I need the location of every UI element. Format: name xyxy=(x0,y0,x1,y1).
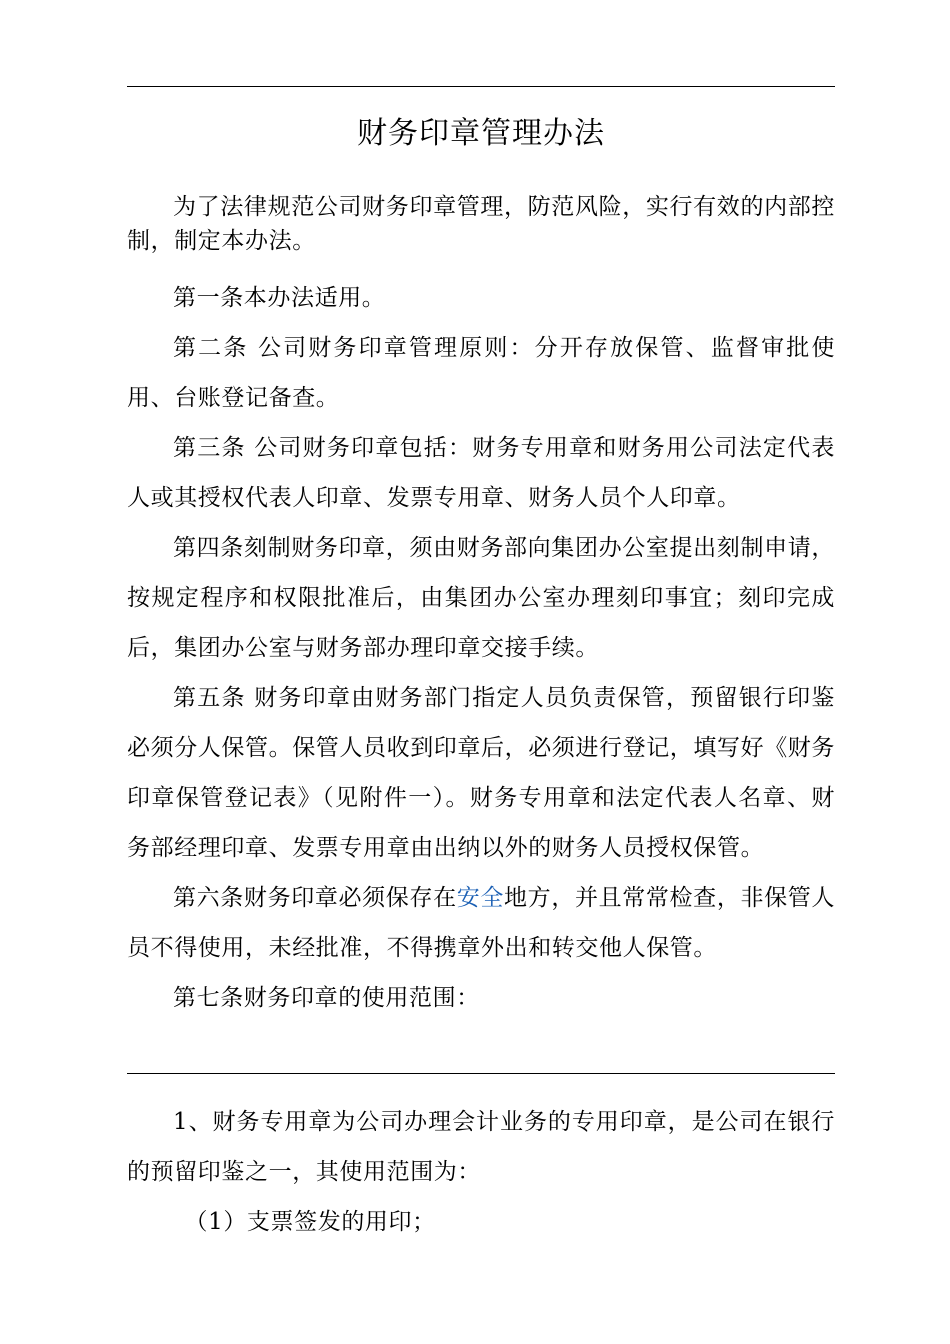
article-6-before: 第六条财务印章必须保存在 xyxy=(173,885,457,911)
item-1: 1、财务专用章为公司办理会计业务的专用印章，是公司在银行的预留印鉴之一，其使用范围为： xyxy=(127,1109,835,1185)
article-5: 第五条 财务印章由财务部门指定人员负责保管，预留银行印鉴必须分人保管。保管人员收到印章后，必须进行登记，填写好《财务印章保管登记表》（见附件一）。财务专用章和法定代表人名章、财务部经理印章、发票专用章由出纳以外的财务人员授权保管。 xyxy=(127,685,835,861)
article-6 xyxy=(127,873,835,973)
safety-link[interactable]: 安全 xyxy=(456,885,505,911)
top-divider xyxy=(127,86,835,87)
article-2: 第二条 公司财务印章管理原则：分开存放保管、监督审批使用、台账登记备查。 xyxy=(127,335,835,411)
article-3: 第三条 公司财务印章包括：财务专用章和财务用公司法定代表人或其授权代表人印章、发票专用章、财务人员个人印章。 xyxy=(127,435,835,511)
article-1: 第一条本办法适用。 xyxy=(173,285,386,311)
intro-paragraph: 为了法律规范公司财务印章管理，防范风险，实行有效的内部控制，制定本办法。 xyxy=(127,194,835,254)
document-body-continued xyxy=(127,1097,835,1247)
article-7: 第七条财务印章的使用范围： xyxy=(173,985,480,1011)
article-6-after: 地方，并且常常检查，非保管人员不得使用，未经批准，不得携章外出和转交他人保管。 xyxy=(127,885,836,961)
article-4: 第四条刻制财务印章，须由财务部向集团办公室提出刻制申请，按规定程序和权限批准后，由集团办公室办理刻印事宜；刻印完成后，集团办公室与财务部办理印章交接手续。 xyxy=(127,535,835,661)
document-body xyxy=(127,190,835,1023)
page-break-divider xyxy=(127,1073,835,1074)
sub-item-1: （1）支票签发的用印； xyxy=(184,1209,436,1235)
page-title: 财务印章管理办法 xyxy=(357,116,605,151)
